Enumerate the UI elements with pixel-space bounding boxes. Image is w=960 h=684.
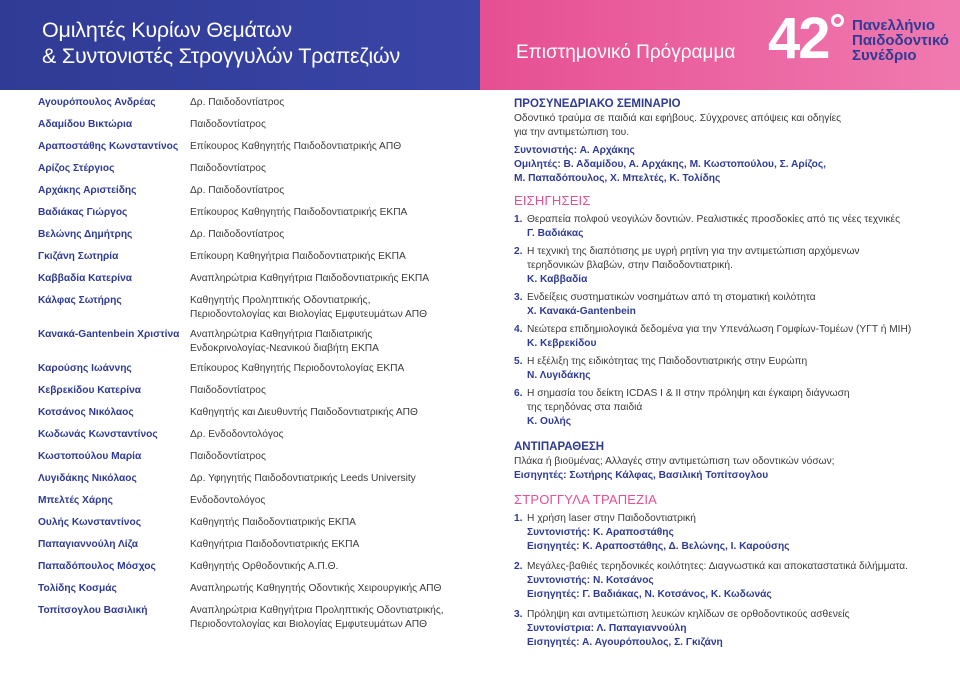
speaker-title-line: Αναπληρώτρια Καθηγήτρια Παιδοδοντιατρικής ΕΚΠΑ bbox=[190, 273, 430, 284]
speaker-row bbox=[38, 294, 458, 322]
roundtable-item bbox=[514, 608, 934, 650]
speaker-title bbox=[190, 362, 458, 376]
talk-title-line: Ενδείξεις συστηματικών νοσημάτων από τη στοματική κοιλότητα bbox=[527, 292, 816, 303]
roundtable-body bbox=[527, 560, 934, 602]
talk-title-line: Η τεχνική της διαπότισης με υγρή ρητίνη για την αντιμετώπιση αρχόμενων bbox=[527, 246, 860, 257]
speaker-title bbox=[190, 118, 458, 132]
roundtable-number: 3. bbox=[514, 609, 523, 620]
speaker-row bbox=[38, 162, 458, 176]
speaker-row bbox=[38, 184, 458, 198]
speaker-title-line: Περιοδοντολογίας και Βιολογίας Εμφυτευμάτων ΑΠΘ bbox=[190, 619, 428, 630]
roundtable-item bbox=[514, 560, 934, 602]
speaker-title-line: Δρ. Ενδοδοντολόγος bbox=[190, 429, 284, 440]
coordinator-label: Συντονιστής: bbox=[527, 575, 591, 586]
roundtable-body bbox=[527, 608, 934, 650]
talk-number: 2. bbox=[514, 246, 523, 257]
program-content bbox=[514, 96, 934, 656]
roundtable-item bbox=[514, 512, 934, 554]
debate-speakers-names: Σωτήρης Κάλφας, Βασιλική Τοπίτσογλου bbox=[566, 470, 769, 481]
talk-body bbox=[527, 245, 934, 287]
talk-item bbox=[514, 355, 934, 383]
speaker-title bbox=[190, 494, 458, 508]
roundtable-number: 2. bbox=[514, 561, 523, 572]
talk-number: 5. bbox=[514, 356, 523, 367]
coordinator-name: Λ. Παπαγιαννούλη bbox=[594, 623, 687, 634]
speaker-row bbox=[38, 406, 458, 420]
speaker-title-line: Αναπληρωτής Καθηγητής Οδοντικής Χειρουργικής ΑΠΘ bbox=[190, 583, 442, 594]
speaker-row bbox=[38, 538, 458, 552]
speakers-names: Α. Αγουρόπουλος, Σ. Γκιζάνη bbox=[579, 637, 723, 648]
speaker-title-line: Καθηγητής Παιδοδοντιατρικής ΕΚΠΑ bbox=[190, 517, 356, 528]
speaker-title bbox=[190, 406, 458, 420]
speaker-title-line: Δρ. Παιδοδοντίατρος bbox=[190, 185, 285, 196]
speaker-row bbox=[38, 250, 458, 264]
debate-speakers bbox=[514, 469, 934, 483]
logo-line-2: Παιδοδοντικό bbox=[852, 32, 949, 49]
talks-list bbox=[514, 213, 934, 429]
talk-title-line: Η εξέλιξη της ειδικότητας της Παιδοδοντιατρικής στην Ευρώπη bbox=[527, 356, 808, 367]
talk-speaker: Κ. Κεβρεκίδου bbox=[527, 338, 597, 349]
speaker-title-line: Δρ. Υφηγητής Παιδοδοντιατρικής Leeds University bbox=[190, 473, 416, 484]
speaker-title-line: Παιδοδοντίατρος bbox=[190, 163, 266, 174]
speakers-names: Γ. Βαδιάκας, Ν. Κοτσάνος, Κ. Κωδωνάς bbox=[579, 589, 772, 600]
logo-degree-mark bbox=[831, 14, 844, 27]
speaker-title-line: Ενδοκρινολογίας-Νεανικού διαβήτη ΕΚΠΑ bbox=[190, 343, 379, 354]
talk-item bbox=[514, 387, 934, 429]
coordinator-label: Συντονίστρια: bbox=[527, 623, 594, 634]
speaker-title bbox=[190, 604, 458, 632]
speaker-name: Αγουρόπουλος Ανδρέας bbox=[38, 97, 156, 108]
talk-speaker: Γ. Βαδιάκας bbox=[527, 228, 584, 239]
speaker-name: Αραποστάθης Κωνσταντίνος bbox=[38, 141, 179, 152]
speaker-row bbox=[38, 384, 458, 398]
roundtable-title: Πρόληψη και αντιμετώπιση λευκών κηλίδων σε ορθοδοντικούς ασθενείς bbox=[527, 609, 850, 620]
speaker-name: Λυγιδάκης Νικόλαος bbox=[38, 473, 137, 484]
congress-logo bbox=[768, 6, 949, 78]
roundtable-coordinator bbox=[527, 574, 934, 588]
talk-speaker: Ν. Λυγιδάκης bbox=[527, 370, 591, 381]
logo-line-1: Πανελλήνιο bbox=[852, 17, 936, 34]
speaker-name: Καρούσης Ιωάννης bbox=[38, 363, 132, 374]
talk-number: 4. bbox=[514, 324, 523, 335]
speaker-name: Κωστοπούλου Μαρία bbox=[38, 451, 142, 462]
title-line-2: & Συντονιστές Στρογγυλών Τραπεζιών bbox=[42, 44, 401, 68]
speaker-title-line: Παιδοδοντίατρος bbox=[190, 385, 266, 396]
speaker-name: Αρίζος Στέργιος bbox=[38, 163, 115, 174]
speaker-row bbox=[38, 362, 458, 376]
speakers-list bbox=[38, 96, 458, 640]
coordinator-label: Συντονιστής: bbox=[514, 145, 578, 156]
roundtable-number: 1. bbox=[514, 513, 523, 524]
seminar-speakers-line-2: Μ. Παπαδόπουλος, Χ. Μπελτές, Κ. Τολίδης bbox=[514, 173, 721, 184]
talk-number: 3. bbox=[514, 292, 523, 303]
roundtable-body bbox=[527, 512, 934, 554]
speaker-title bbox=[190, 250, 458, 264]
speaker-title-line: Καθηγητής Προληπτικής Οδοντιατρικής, bbox=[190, 295, 371, 306]
speaker-name: Κωδωνάς Κωνσταντίνος bbox=[38, 429, 158, 440]
roundtable-speakers bbox=[527, 636, 934, 650]
speaker-title bbox=[190, 162, 458, 176]
speaker-row bbox=[38, 560, 458, 574]
speaker-name: Γκιζάνη Σωτηρία bbox=[38, 251, 119, 262]
speakers-label: Εισηγητές: bbox=[527, 541, 580, 552]
roundtables-list bbox=[514, 512, 934, 650]
roundtable-heading: ΣΤΡΟΓΓΥΛΑ ΤΡΑΠΕΖΙΑ bbox=[514, 492, 658, 507]
speaker-title bbox=[190, 184, 458, 198]
speakers-names: Κ. Αραποστάθης, Δ. Βελώνης, Ι. Καρούσης bbox=[579, 541, 790, 552]
talk-item bbox=[514, 245, 934, 287]
speaker-row bbox=[38, 428, 458, 442]
speaker-title bbox=[190, 272, 458, 286]
speaker-title bbox=[190, 560, 458, 574]
debate-heading: ΑΝΤΙΠΑΡΑΘΕΣΗ bbox=[514, 441, 605, 453]
speaker-name: Κοτσάνος Νικόλαος bbox=[38, 407, 134, 418]
coordinator-name: Κ. Αραποστάθης bbox=[590, 527, 674, 538]
roundtable-speakers bbox=[527, 540, 934, 554]
talk-body bbox=[527, 323, 934, 351]
seminar-heading: ΠΡΟΣΥΝΕΔΡΙΑΚΟ ΣΕΜΙΝΑΡΙΟ bbox=[514, 98, 681, 110]
roundtable-title: Η χρήση laser στην Παιδοδοντιατρική bbox=[527, 513, 696, 524]
speaker-name: Παπαγιαννούλη Λίζα bbox=[38, 539, 138, 550]
speaker-name: Βελώνης Δημήτρης bbox=[38, 229, 133, 240]
talk-item bbox=[514, 291, 934, 319]
speaker-title-line: Αναπληρώτρια Καθηγήτρια Προληπτικής Οδοντιατρικής, bbox=[190, 605, 444, 616]
speaker-row bbox=[38, 206, 458, 220]
speaker-title bbox=[190, 228, 458, 242]
roundtable-coordinator bbox=[527, 526, 934, 540]
talk-speaker: Χ. Κανακά-Gantenbein bbox=[527, 306, 636, 317]
coordinator-label: Συντονιστής: bbox=[527, 527, 591, 538]
speaker-title bbox=[190, 384, 458, 398]
speaker-title bbox=[190, 516, 458, 530]
speaker-row bbox=[38, 450, 458, 464]
seminar-speakers-line-1: Ομιλητές: Β. Αδαμίδου, Α. Αρχάκης, Μ. Κωστοπούλου, Σ. Αρίζος, bbox=[514, 159, 826, 170]
talk-number: 1. bbox=[514, 214, 523, 225]
speaker-title-line: Δρ. Παιδοδοντίατρος bbox=[190, 229, 285, 240]
speaker-title bbox=[190, 538, 458, 552]
speaker-title-line: Καθηγητής Ορθοδοντικής Α.Π.Θ. bbox=[190, 561, 339, 572]
speaker-row bbox=[38, 118, 458, 132]
speaker-row bbox=[38, 516, 458, 530]
speaker-row bbox=[38, 328, 458, 356]
roundtable-title: Μεγάλες-βαθιές τερηδονικές κοιλότητες: Διαγνωστικά και αποκαταστατικά διλήμματα. bbox=[527, 561, 908, 572]
speaker-title bbox=[190, 328, 458, 356]
program-page-title: Επιστημονικό Πρόγραμμα bbox=[516, 42, 736, 63]
coordinator-name: Α. Αρχάκης bbox=[577, 145, 635, 156]
speakers-label: Εισηγητές: bbox=[527, 637, 580, 648]
speaker-title bbox=[190, 294, 458, 322]
speaker-name: Βαδιάκας Γιώργος bbox=[38, 207, 128, 218]
logo-number: 42 bbox=[768, 6, 829, 71]
speaker-title-line: Επίκουρος Καθηγητής Παιδοδοντιατρικής ΑΠΘ bbox=[190, 141, 402, 152]
talk-body bbox=[527, 213, 934, 241]
talk-item bbox=[514, 213, 934, 241]
header-left-banner bbox=[0, 0, 480, 90]
speaker-title-line: Ενδοδοντολόγος bbox=[190, 495, 266, 506]
speaker-name: Κεβρεκίδου Κατερίνα bbox=[38, 385, 142, 396]
talk-title-line: Θεραπεία πολφού νεογιλών δοντιών. Ρεαλιστικές προσδοκίες από τις νέες τεχνικές bbox=[527, 214, 901, 225]
speaker-row bbox=[38, 272, 458, 286]
talk-body bbox=[527, 387, 934, 429]
talk-title-line: της τερηδόνας στα παιδιά bbox=[527, 402, 643, 413]
speaker-row bbox=[38, 472, 458, 486]
talk-body bbox=[527, 355, 934, 383]
speaker-row bbox=[38, 494, 458, 508]
speaker-name: Ουλής Κωνσταντίνος bbox=[38, 517, 141, 528]
talk-title-line: τερηδονικών βλαβών, στην Παιδοδοντιατρική. bbox=[527, 260, 733, 271]
logo-line-3: Συνέδριο bbox=[852, 47, 917, 64]
speaker-row bbox=[38, 582, 458, 596]
talks-heading: ΕΙΣΗΓΗΣΕΙΣ bbox=[514, 193, 591, 208]
speaker-name: Κανακά-Gantenbein Χριστίνα bbox=[38, 329, 180, 340]
speaker-title-line: Καθηγήτρια Παιδοδοντιατρικής ΕΚΠΑ bbox=[190, 539, 360, 550]
speaker-title bbox=[190, 450, 458, 464]
speaker-title bbox=[190, 140, 458, 154]
roundtable-speakers bbox=[527, 588, 934, 602]
speaker-name: Μπελτές Χάρης bbox=[38, 495, 113, 506]
speakers-page-title bbox=[42, 17, 400, 69]
title-line-1: Ομιλητές Κυρίων Θεμάτων bbox=[42, 18, 292, 42]
speaker-row bbox=[38, 96, 458, 110]
seminar-text-line-2: για την αντιμετώπιση του. bbox=[514, 127, 630, 138]
roundtable-coordinator bbox=[527, 622, 934, 636]
talk-title-line: Η σημασία του δείκτη ICDAS I & II στην πρόληψη και έγκαιρη διάγνωση bbox=[527, 388, 850, 399]
talk-body bbox=[527, 291, 934, 319]
speaker-row bbox=[38, 140, 458, 154]
speaker-row bbox=[38, 228, 458, 242]
speaker-title-line: Επίκουρος Καθηγητής Παιδοδοντιατρικής ΕΚΠΑ bbox=[190, 207, 408, 218]
talk-speaker: Κ. Καββαδία bbox=[527, 274, 588, 285]
speaker-title-line: Επίκουρη Καθηγήτρια Παιδοδοντιατρικής ΕΚΠΑ bbox=[190, 251, 406, 262]
speaker-name: Τολίδης Κοσμάς bbox=[38, 583, 117, 594]
speakers-label: Εισηγητές: bbox=[527, 589, 580, 600]
talk-item bbox=[514, 323, 934, 351]
speaker-title-line: Αναπληρώτρια Καθηγήτρια Παιδιατρικής bbox=[190, 329, 373, 340]
debate-speakers-label: Εισηγητές: bbox=[514, 470, 567, 481]
debate-text: Πλάκα ή βιοϋμένας; Αλλαγές στην αντιμετώπιση των οδοντικών νόσων; bbox=[514, 456, 835, 467]
speaker-name: Αδαμίδου Βικτώρια bbox=[38, 119, 133, 130]
speaker-title bbox=[190, 206, 458, 220]
speaker-name: Παπαδόπουλος Μόσχος bbox=[38, 561, 156, 572]
seminar-text-line-1: Οδοντικό τραύμα σε παιδιά και εφήβους. Σύγχρονες απόψεις και οδηγίες bbox=[514, 113, 842, 124]
coordinator-name: Ν. Κοτσάνος bbox=[590, 575, 654, 586]
speaker-title-line: Επίκουρος Καθηγητής Περιοδοντολογίας ΕΚΠΑ bbox=[190, 363, 405, 374]
speaker-title-line: Δρ. Παιδοδοντίατρος bbox=[190, 97, 285, 108]
speaker-title bbox=[190, 582, 458, 596]
talk-speaker: Κ. Ουλής bbox=[527, 416, 572, 427]
talk-number: 6. bbox=[514, 388, 523, 399]
speaker-name: Καββαδία Κατερίνα bbox=[38, 273, 133, 284]
speaker-name: Αρχάκης Αριστείδης bbox=[38, 185, 137, 196]
speaker-title bbox=[190, 428, 458, 442]
speaker-name: Κάλφας Σωτήρης bbox=[38, 295, 122, 306]
speaker-title-line: Παιδοδοντίατρος bbox=[190, 451, 266, 462]
speaker-title-line: Παιδοδοντίατρος bbox=[190, 119, 266, 130]
speaker-name: Τοπίτσογλου Βασιλική bbox=[38, 605, 148, 616]
seminar-coordinator bbox=[514, 144, 934, 158]
header-right-banner bbox=[480, 0, 960, 90]
speaker-title bbox=[190, 472, 458, 486]
speaker-title-line: Περιοδοντολογίας και Βιολογίας Εμφυτευμάτων ΑΠΘ bbox=[190, 309, 428, 320]
speaker-title-line: Καθηγητής και Διευθυντής Παιδοδοντιατρικής ΑΠΘ bbox=[190, 407, 418, 418]
speaker-row bbox=[38, 604, 458, 632]
talk-title-line: Νεώτερα επιδημιολογικά δεδομένα για την Υπενάλωση Γομφίων-Τομέων (ΥΓΤ ή MIH) bbox=[527, 324, 912, 335]
logo-text bbox=[852, 18, 949, 63]
speaker-title bbox=[190, 96, 458, 110]
